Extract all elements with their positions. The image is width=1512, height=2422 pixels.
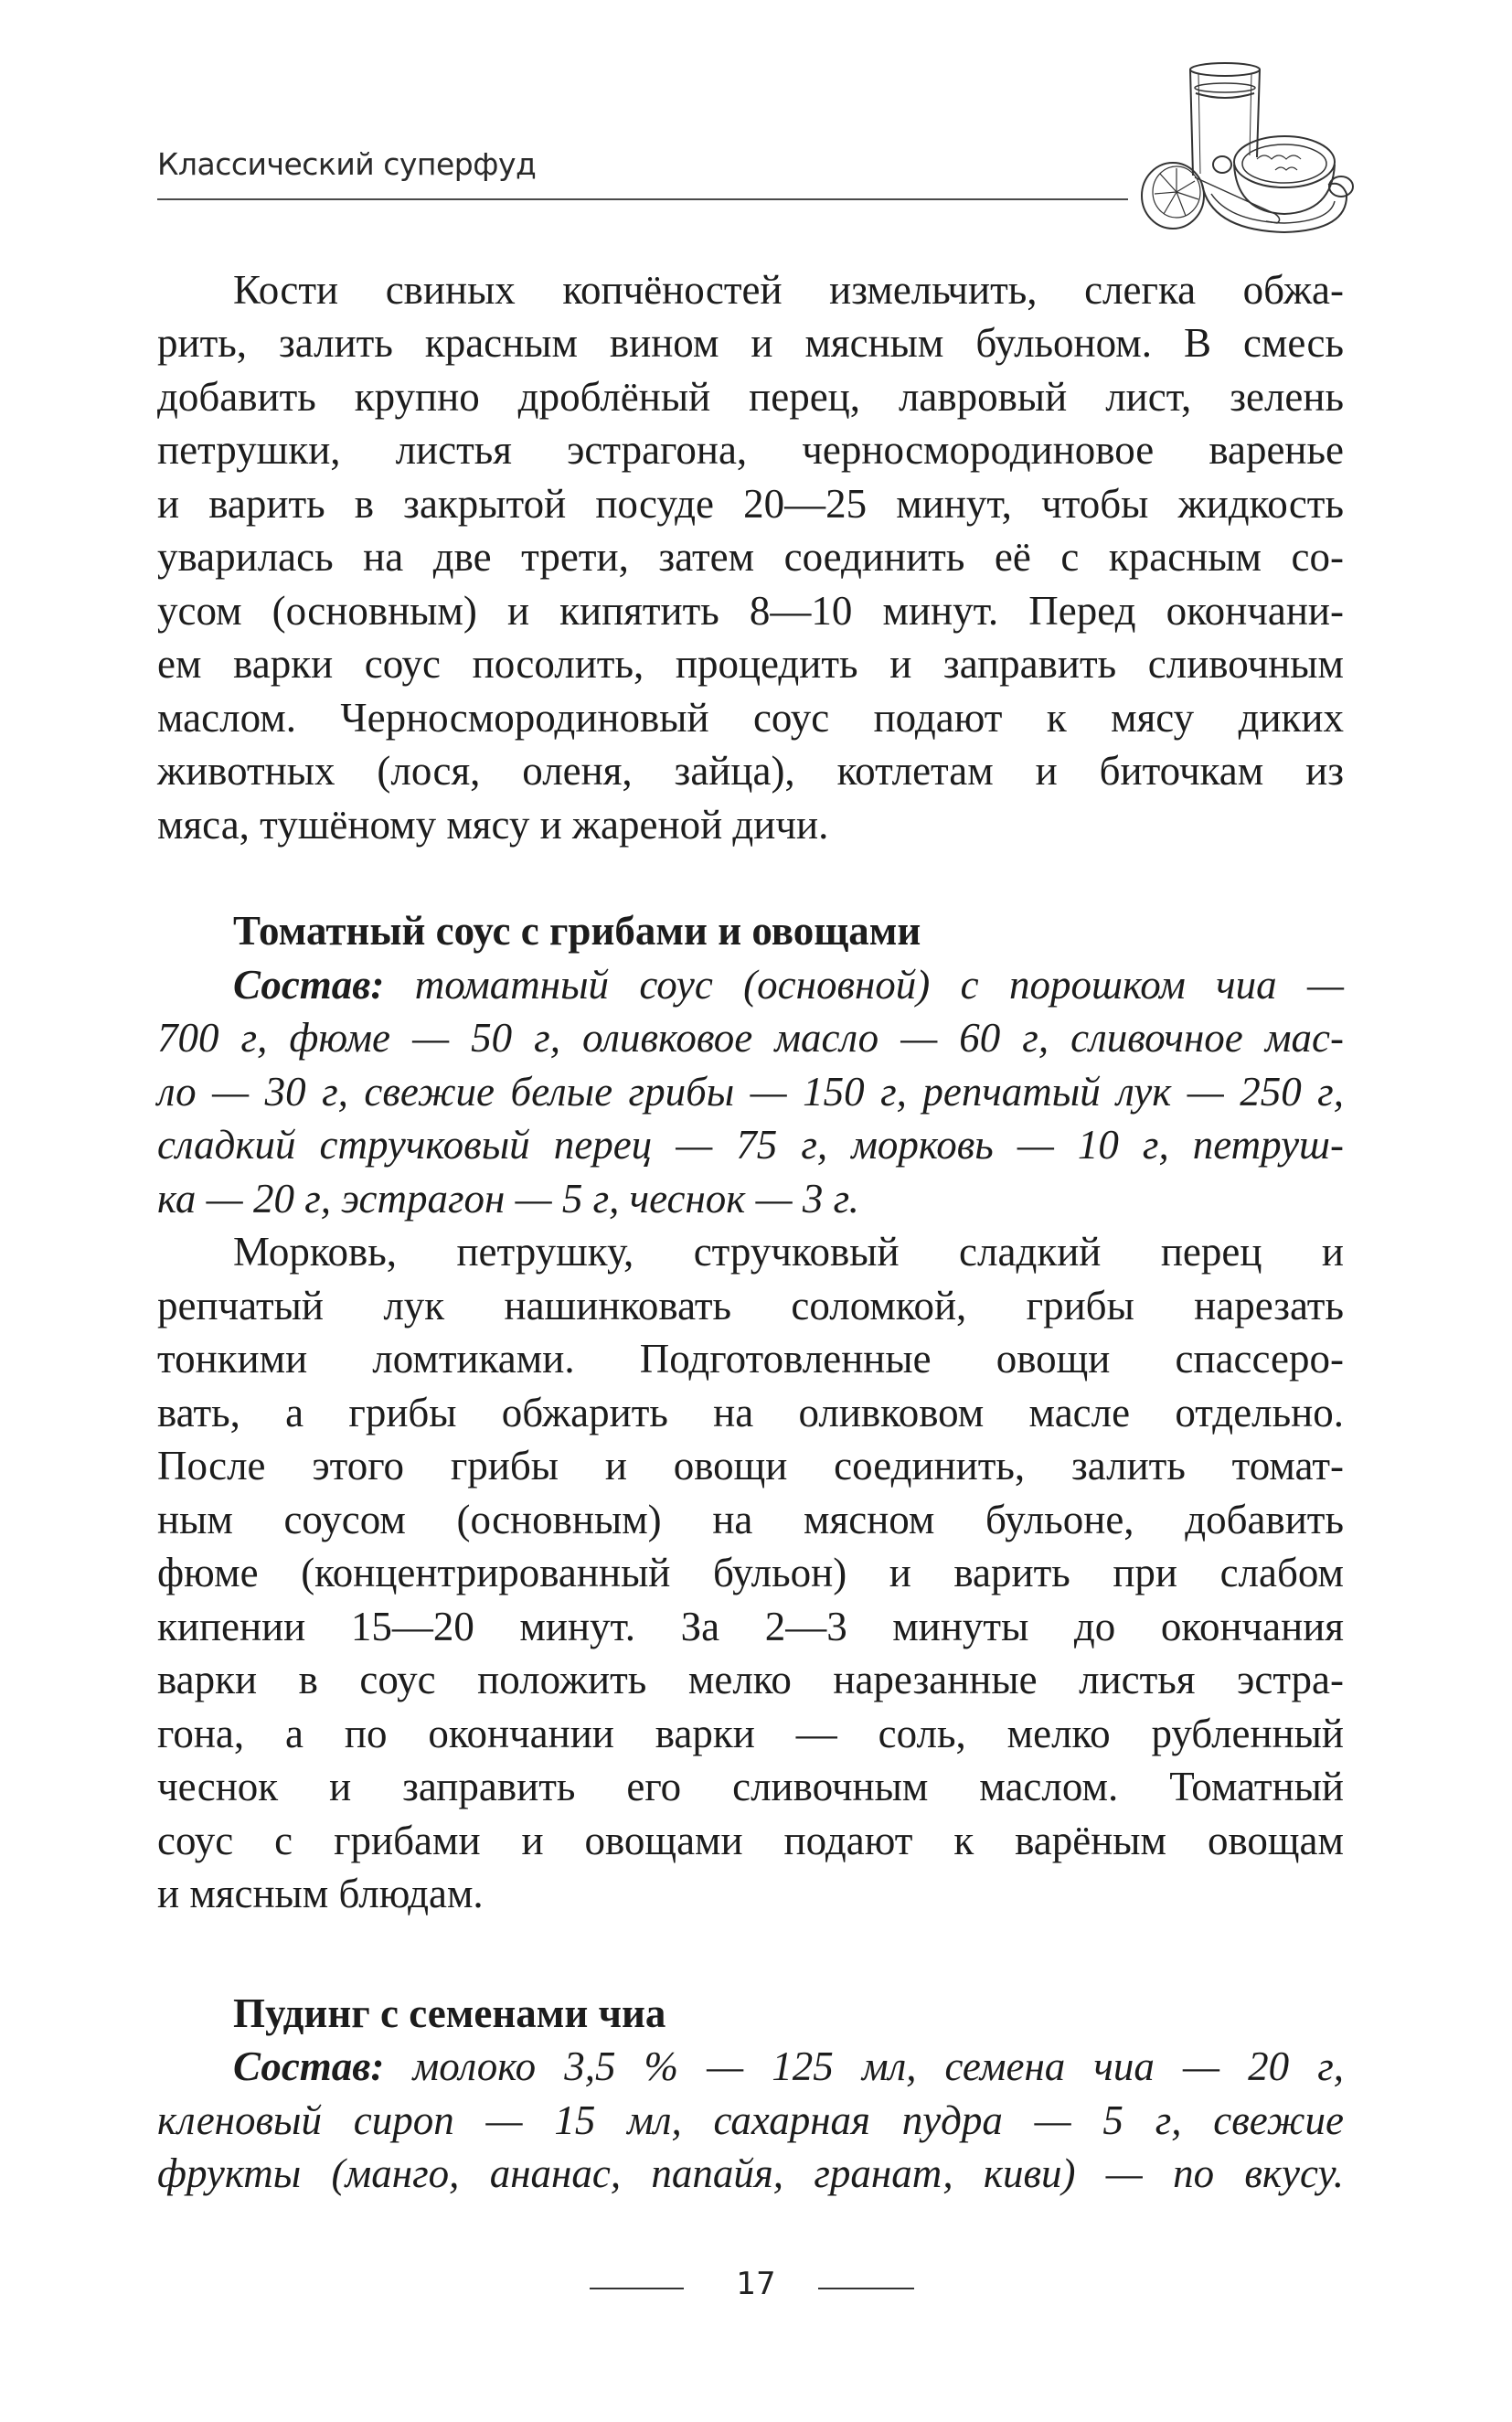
text-line: чеснок и заправить его сливочным маслом. Томатный xyxy=(157,1764,1344,1809)
glass-cup-lemon-illustration-icon xyxy=(1138,57,1358,240)
text-line: усом (основным) и кипятить 8—10 минут. Перед окончани- xyxy=(157,588,1344,634)
text-line: кипении 15—20 минут. За 2—3 минуты до окончания xyxy=(157,1604,1344,1649)
running-head-rule xyxy=(157,198,1128,200)
text-line: ем варки соус посолить, процедить и заправить сливочным xyxy=(157,641,1344,687)
text-line: добавить крупно дроблёный перец, лавровый лист, зелень xyxy=(157,374,1344,420)
composition-line: кленовый сироп — 15 мл, сахарная пудра — 5 г, свежие xyxy=(157,2097,1344,2143)
glass-icon xyxy=(1190,63,1260,176)
text-line: После этого грибы и овощи соединить, залить томат- xyxy=(157,1443,1344,1488)
page-number-dash-right xyxy=(818,2288,914,2289)
text-line: варки в соус положить мелко нарезанные листья эстра- xyxy=(157,1657,1344,1702)
composition-line xyxy=(233,2040,1344,2093)
page-number: 17 xyxy=(736,2266,776,2302)
composition-text: томатный соус (основной) с порошком чиа — xyxy=(414,962,1344,1008)
composition-line: 700 г, фюме — 50 г, оливковое масло — 60 г, сливочное мас- xyxy=(157,1015,1344,1061)
text-line: рить, залить красным вином и мясным бульоном. В смесь xyxy=(157,320,1344,366)
composition-line: ло — 30 г, свежие белые грибы — 150 г, репчатый лук — 250 г, xyxy=(157,1069,1344,1115)
text-line: животных (лося, оленя, зайца), котлетам и биточкам из xyxy=(157,748,1344,794)
recipe-title: Пудинг с семенами чиа xyxy=(233,1990,666,2036)
text-line: Морковь, петрушку, стручковый сладкий перец и xyxy=(233,1229,1344,1275)
text-line: репчатый лук нашинковать соломкой, грибы нарезать xyxy=(157,1283,1344,1328)
text-line: петрушки, листья эстрагона, черносмородиновое варенье xyxy=(157,427,1344,473)
composition-line: ка — 20 г, эстрагон — 5 г, чеснок — 3 г. xyxy=(157,1176,859,1222)
text-line: уварилась на две трети, затем соединить её с красным со- xyxy=(157,534,1344,580)
text-line: и мясным блюдам. xyxy=(157,1871,484,1916)
composition-line: фрукты (манго, ананас, папайя, гранат, киви) — по вкусу. xyxy=(157,2150,1344,2196)
composition-line: сладкий стручковый перец — 75 г, морковь — 10 г, петруш- xyxy=(157,1122,1344,1168)
running-head: Классический суперфуд xyxy=(157,146,537,182)
composition-line xyxy=(233,958,1344,1011)
composition-label: Состав: xyxy=(233,2043,385,2089)
text-line: гона, а по окончании варки — соль, мелко рубленный xyxy=(157,1711,1344,1756)
text-line: вать, а грибы обжарить на оливковом масле отдельно. xyxy=(157,1390,1344,1435)
composition-label: Состав: xyxy=(233,962,385,1008)
recipe-title: Томатный соус с грибами и овощами xyxy=(233,908,921,954)
text-line: фюме (концентрированный бульон) и варить при слабом xyxy=(157,1550,1344,1595)
text-line: Кости свиных копчёностей измельчить, слегка обжа- xyxy=(233,267,1344,313)
text-line: и варить в закрытой посуде 20—25 минут, чтобы жидкость xyxy=(157,481,1344,527)
text-line: маслом. Черносмородиновый соус подают к мясу диких xyxy=(157,695,1344,741)
text-line: ным соусом (основным) на мясном бульоне, добавить xyxy=(157,1497,1344,1542)
text-line: соус с грибами и овощами подают к варёным овощам xyxy=(157,1818,1344,1863)
text-line: тонкими ломтиками. Подготовленные овощи спассеро- xyxy=(157,1336,1344,1382)
lemon-icon xyxy=(1142,163,1204,229)
composition-text: молоко 3,5 % — 125 мл, семена чиа — 20 г, xyxy=(412,2043,1344,2089)
text-line: мяса, тушёному мясу и жареной дичи. xyxy=(157,802,829,848)
